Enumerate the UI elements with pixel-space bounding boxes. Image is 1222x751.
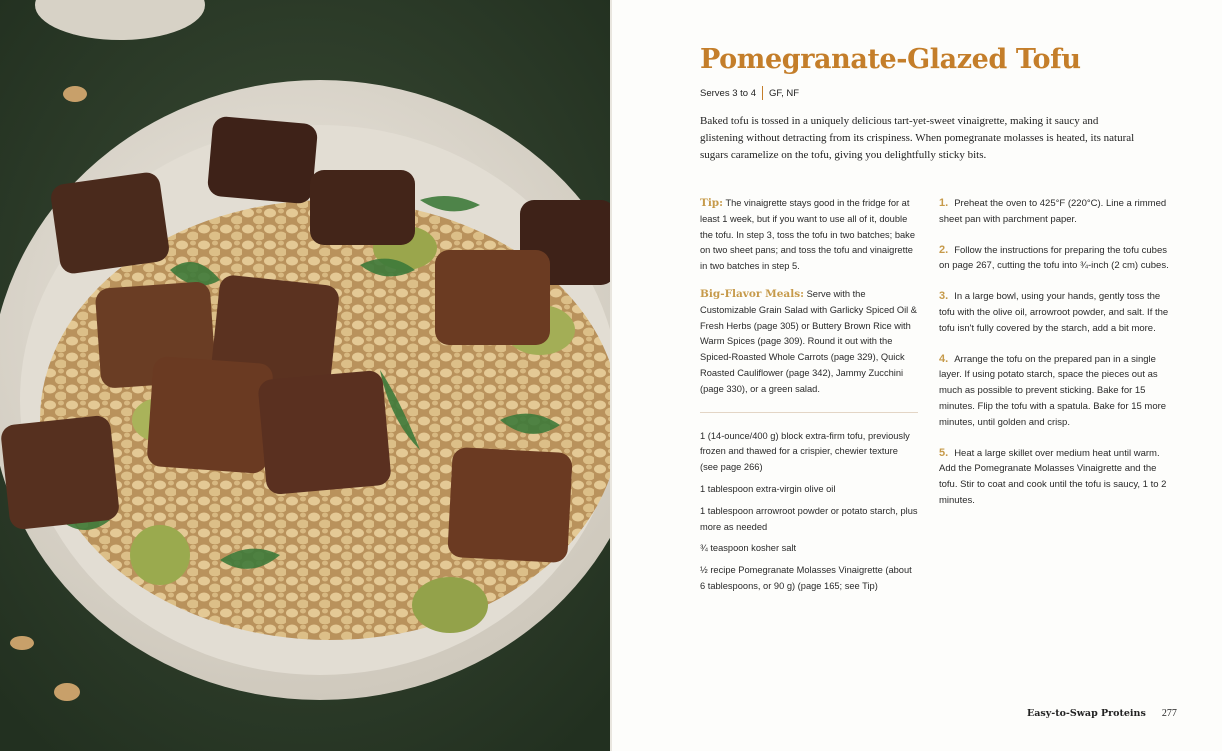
- step-text: Preheat the oven to 425°F (220°C). Line a rimmed sheet pan with parchment paper.: [939, 198, 1167, 225]
- ingredient-item: ¾ teaspoon kosher salt: [700, 543, 797, 554]
- food-photo-illustration: [0, 0, 610, 751]
- step-text: In a large bowl, using your hands, gently toss the tofu with the olive oil, arrowroot powder, and salt. If the tofu isn't fully covered by the starch, add a bit more.: [939, 291, 1169, 334]
- ingredient-item: 1 tablespoon extra-virgin olive oil: [700, 483, 836, 494]
- step-text: Arrange the tofu on the prepared pan in a single layer. If using potato starch, space the pieces out as much as possible to prevent sticking. Bake for 15 minutes. Flip the tofu with a spatula. Bake for 15 more minutes, until golden and crisp.: [939, 353, 1167, 428]
- tip-text: The vinaigrette stays good in the fridge for at least 1 week, but if you want to use all of it, double the tofu. In step 3, toss the tofu in two batches; bake on two sheet pans; and toss the tofu and vinaigrette in two batches in step 5.: [700, 198, 915, 272]
- meta-divider: [762, 86, 763, 100]
- big-flavor-text: Serve with the Customizable Grain Salad with Garlicky Spiced Oil & Fresh Herbs (page 305) or Buttery Brown Rice with Warm Spices (page 309). Round it out with the Spiced-Roasted Whole Carrots (page 329), Quick Roasted Cauliflower (page 342), Jammy Zucchini (page 330), or a green salad.: [700, 288, 918, 394]
- step-number: 5.: [939, 446, 949, 459]
- recipe-photo: [0, 0, 610, 751]
- serves-text: Serves 3 to 4: [700, 87, 756, 99]
- sidebar-column: [700, 196, 918, 601]
- ingredients-list: [700, 429, 918, 595]
- step-text: Heat a large skillet over medium heat until warm. Add the Pomegranate Molasses Vinaigrette and the tofu. Stir to coat and cook until the tofu is saucy, 1 to 2 minutes.: [939, 447, 1167, 506]
- recipe-page: [612, 0, 1222, 751]
- tip-label: Tip:: [700, 197, 724, 209]
- step-item: [939, 289, 1175, 336]
- step-number: 2.: [939, 243, 949, 256]
- ingredient-item: ½ recipe Pomegranate Molasses Vinaigrette (about 6 tablespoons, or 90 g) (page 165; see Tip): [700, 565, 912, 591]
- ingredient-item: 1 (14-ounce/400 g) block extra-firm tofu, previously frozen and thawed for a crispier, chewier texture (see page 266): [700, 430, 910, 473]
- recipe-meta: [700, 86, 799, 100]
- step-number: 1.: [939, 197, 949, 209]
- step-item: [939, 352, 1175, 431]
- section-divider: [700, 412, 918, 413]
- page-number: 277: [1161, 708, 1177, 719]
- step-number: 4.: [939, 352, 949, 365]
- step-number: 3.: [939, 290, 949, 303]
- recipe-title: Pomegranate-Glazed Tofu: [700, 44, 1081, 75]
- step-item: [939, 446, 1175, 509]
- ingredient-item: 1 tablespoon arrowroot powder or potato starch, plus more as needed: [700, 505, 918, 532]
- steps-column: [939, 196, 1175, 524]
- section-name: Easy-to-Swap Proteins: [1027, 708, 1146, 719]
- tip-note: [700, 196, 918, 275]
- step-text: Follow the instructions for preparing the tofu cubes on page 267, cutting the tofu into ¾-inch (2 cm) cubes.: [939, 244, 1169, 272]
- step-item: [939, 243, 1175, 275]
- big-flavor-label: Big-Flavor Meals:: [700, 287, 804, 300]
- recipe-intro: Baked tofu is tossed in a uniquely delicious tart-yet-sweet vinaigrette, making it saucy and glistening without detracting from its crispiness. When pomegranate molasses is heated, its natural sugars caramelize on the tofu, giving you delightfully sticky bits.: [700, 115, 1135, 161]
- step-item: [939, 196, 1175, 228]
- page-footer: [1027, 708, 1177, 719]
- diet-tags: GF, NF: [768, 87, 800, 99]
- big-flavor-note: [700, 287, 918, 398]
